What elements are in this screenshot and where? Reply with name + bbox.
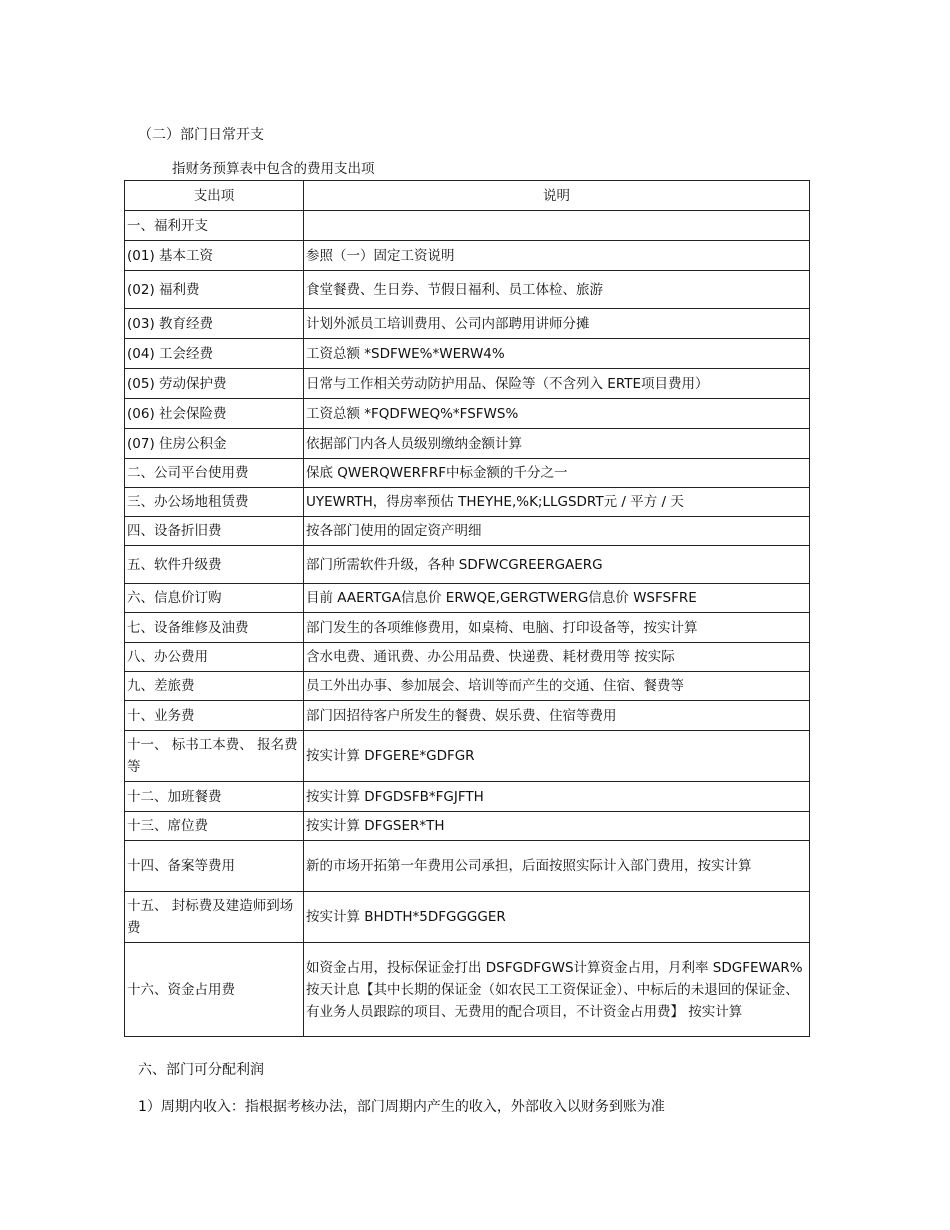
table-row [125, 211, 810, 241]
row-item: 九、差旅费 [125, 672, 304, 701]
row-item: (06) 社会保险费 [125, 399, 304, 429]
row-item: 三、办公场地租赁费 [125, 488, 304, 517]
row-desc: 部门发生的各项维修费用，如桌椅、电脑、打印设备等，按实计算 [304, 613, 810, 643]
row-desc [304, 211, 810, 241]
table-row [125, 241, 810, 271]
footer-line: 1）周期内收入：指根据考核办法，部门周期内产生的收入，外部收入以财务到账为准 [138, 1099, 665, 1115]
table-row [125, 672, 810, 701]
table-row [125, 584, 810, 613]
row-item: 八、办公费用 [125, 643, 304, 672]
row-item: 十、业务费 [125, 701, 304, 731]
row-item: 十二、加班餐费 [125, 782, 304, 812]
row-desc: 日常与工作相关劳动防护用品、保险等（不含列入 ERTE项目费用） [304, 369, 810, 399]
row-desc: 计划外派员工培训费用、公司内部聘用讲师分摊 [304, 309, 810, 339]
row-desc: 员工外出办事、参加展会、培训等而产生的交通、住宿、餐费等 [304, 672, 810, 701]
row-desc: 如资金占用，投标保证金打出 DSFGDFGWS计算资金占用，月利率 SDGFEWAR%按天计息【其中长期的保证金（如农民工工资保证金）、中标后的未退回的保证金、有业务人员跟踪的项目、无费用的配合项目，不计资金占用费】 按实计算 [304, 943, 810, 1037]
row-item: (02) 福利费 [125, 271, 304, 309]
row-item: 五、软件升级费 [125, 546, 304, 584]
row-item: 十一、 标书工本费、 报名费等 [125, 731, 304, 782]
table-row [125, 309, 810, 339]
row-desc: 工资总额 *SDFWE%*WERW4% [304, 339, 810, 369]
table-row [125, 429, 810, 459]
row-item: (07) 住房公积金 [125, 429, 304, 459]
table-row [125, 459, 810, 488]
row-item: 十四、备案等费用 [125, 841, 304, 892]
row-item: 七、设备维修及油费 [125, 613, 304, 643]
row-desc: 部门所需软件升级，各种 SDFWCGREERGAERG [304, 546, 810, 584]
table-row [125, 488, 810, 517]
footer-title: 六、部门可分配利润 [138, 1062, 264, 1078]
table-row [125, 517, 810, 546]
table-row [125, 339, 810, 369]
table-row [125, 399, 810, 429]
row-desc: 新的市场开拓第一年费用公司承担，后面按照实际计入部门费用，按实计算 [304, 841, 810, 892]
row-desc: 保底 QWERQWERFRF中标金额的千分之一 [304, 459, 810, 488]
row-desc: UYEWRTH，得房率预估 THEYHE,%K;LLGSDRT元 / 平方 / 天 [304, 488, 810, 517]
row-item: 一、福利开支 [125, 211, 304, 241]
table-row [125, 271, 810, 309]
table-row [125, 943, 810, 1037]
table-row [125, 369, 810, 399]
row-item: 十六、资金占用费 [125, 943, 304, 1037]
row-desc: 参照（一）固定工资说明 [304, 241, 810, 271]
row-desc: 按各部门使用的固定资产明细 [304, 517, 810, 546]
row-item: (01) 基本工资 [125, 241, 304, 271]
table-row [125, 731, 810, 782]
table-row [125, 701, 810, 731]
table-row [125, 613, 810, 643]
section-heading: （二）部门日常开支 [138, 127, 264, 143]
row-item: 四、设备折旧费 [125, 517, 304, 546]
row-desc: 含水电费、通讯费、办公用品费、快递费、耗材费用等 按实际 [304, 643, 810, 672]
table-row [125, 812, 810, 841]
row-item: (04) 工会经费 [125, 339, 304, 369]
row-item: (03) 教育经费 [125, 309, 304, 339]
row-item: 十三、席位费 [125, 812, 304, 841]
row-desc: 目前 AAERTGA信息价 ERWQE,GERGTWERG信息价 WSFSFRE [304, 584, 810, 613]
row-desc: 依据部门内各人员级别缴纳金额计算 [304, 429, 810, 459]
table-row [125, 841, 810, 892]
table-row [125, 643, 810, 672]
row-item: 二、公司平台使用费 [125, 459, 304, 488]
header-item: 支出项 [125, 181, 304, 211]
row-item: 六、信息价订购 [125, 584, 304, 613]
row-item: 十五、 封标费及建造师到场费 [125, 892, 304, 943]
row-desc: 食堂餐费、生日券、节假日福利、员工体检、旅游 [304, 271, 810, 309]
row-desc: 按实计算 DFGSER*TH [304, 812, 810, 841]
table-caption: 指财务预算表中包含的费用支出项 [172, 161, 375, 177]
table-header-row [125, 181, 810, 211]
row-desc: 工资总额 *FQDFWEQ%*FSFWS% [304, 399, 810, 429]
table-row [125, 782, 810, 812]
row-item: (05) 劳动保护费 [125, 369, 304, 399]
table-row [125, 546, 810, 584]
table-row [125, 892, 810, 943]
row-desc: 按实计算 DFGERE*GDFGR [304, 731, 810, 782]
row-desc: 按实计算 DFGDSFB*FGJFTH [304, 782, 810, 812]
row-desc: 部门因招待客户所发生的餐费、娱乐费、住宿等费用 [304, 701, 810, 731]
row-desc: 按实计算 BHDTH*5DFGGGGER [304, 892, 810, 943]
header-desc: 说明 [304, 181, 810, 211]
expense-table [124, 180, 810, 1037]
